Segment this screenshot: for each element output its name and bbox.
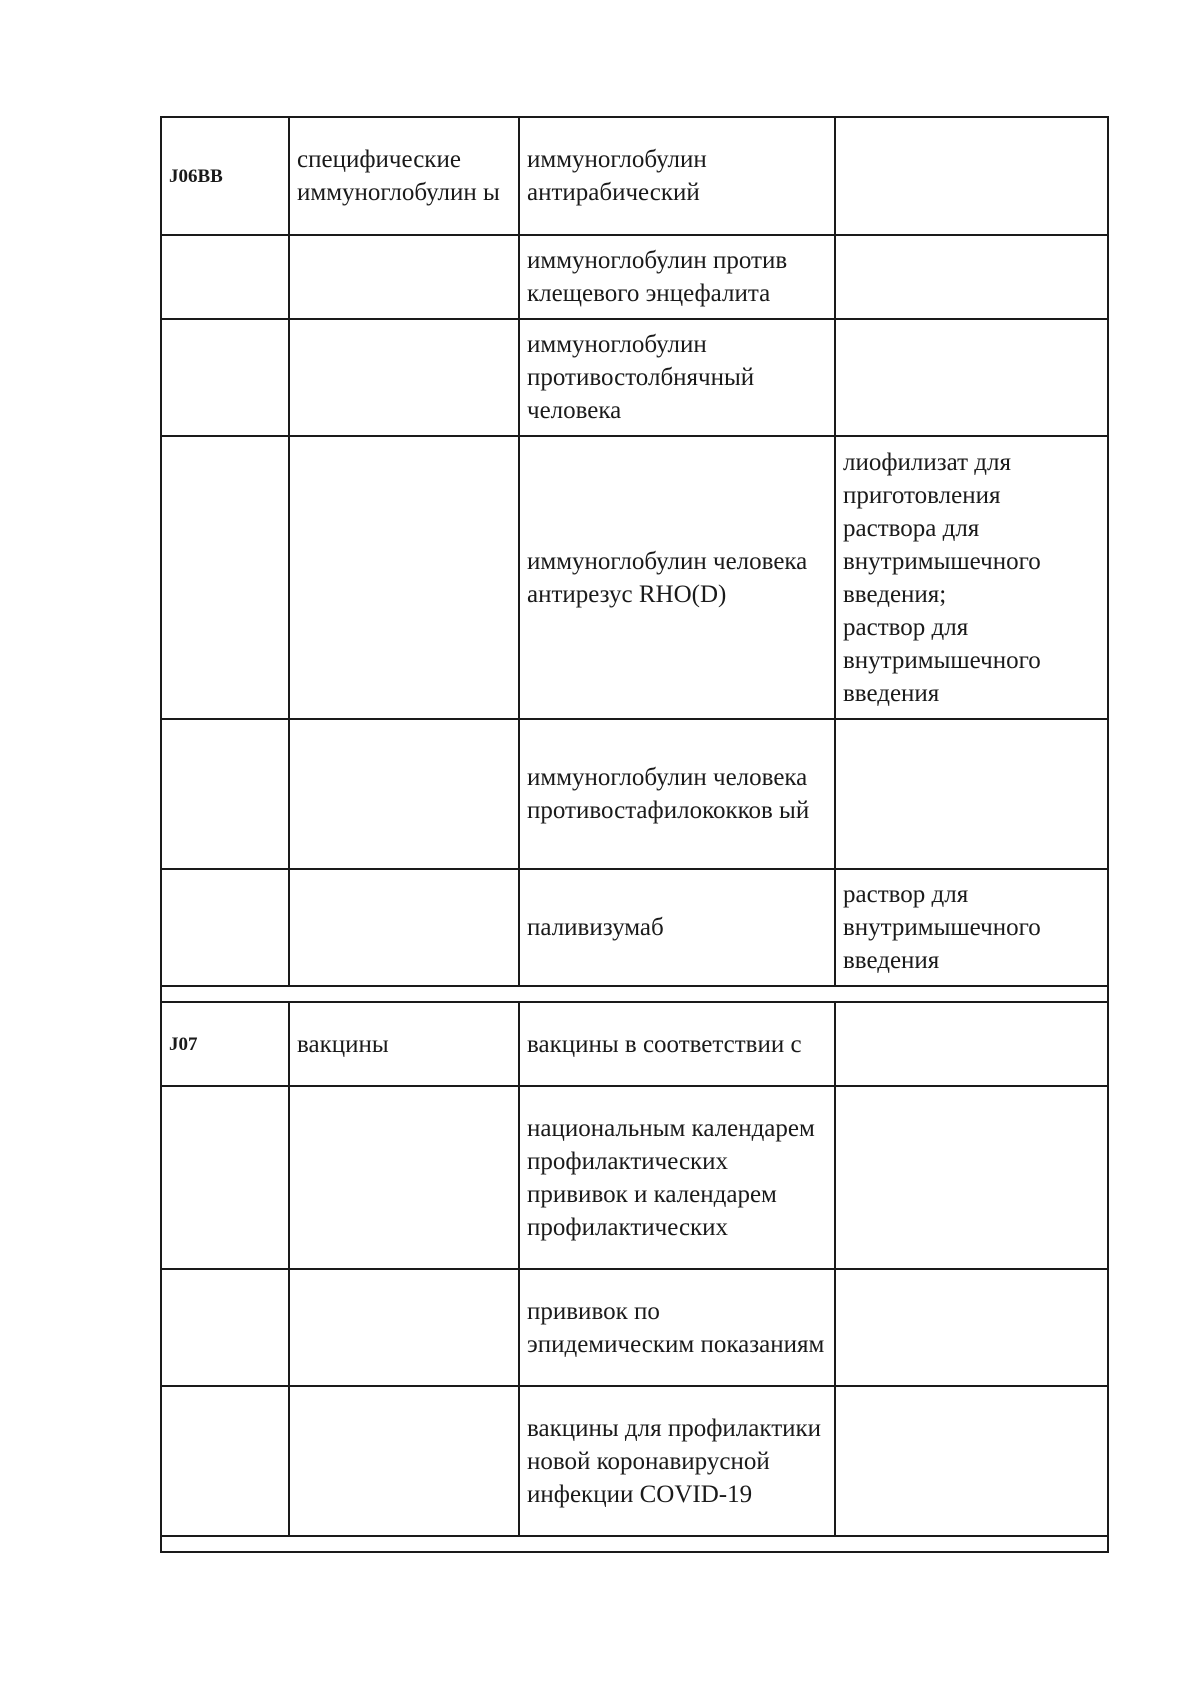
table-row bbox=[161, 869, 1108, 986]
atc-code-cell bbox=[161, 436, 289, 719]
group-cell bbox=[289, 719, 519, 869]
drug-name-cell: иммуноглобулин человека противостафилококков ый bbox=[519, 719, 835, 869]
drug-name-cell: иммуноглобулин человека антирезус RHO(D) bbox=[519, 436, 835, 719]
table-row bbox=[161, 436, 1108, 719]
table-spacer-row bbox=[161, 986, 1108, 1002]
dosage-form-cell bbox=[835, 1269, 1108, 1386]
dosage-form-text: лиофилизат для приготовления раствора для внутримышечного введения; раствор для внутримышечного введения bbox=[843, 448, 1041, 707]
group-cell bbox=[289, 436, 519, 719]
group-cell bbox=[289, 235, 519, 319]
group-cell bbox=[289, 1269, 519, 1386]
dosage-form-cell bbox=[835, 235, 1108, 319]
table-row bbox=[161, 1002, 1108, 1086]
group-cell: специфические иммуноглобулин ы bbox=[289, 117, 519, 235]
atc-code-cell bbox=[161, 235, 289, 319]
atc-code-cell bbox=[161, 719, 289, 869]
drug-name-cell: иммуноглобулин антирабический bbox=[519, 117, 835, 235]
dosage-form-cell bbox=[835, 319, 1108, 436]
group-cell bbox=[289, 1386, 519, 1536]
dosage-form-cell bbox=[835, 117, 1108, 235]
dosage-form-cell bbox=[835, 1002, 1108, 1086]
drug-name-cell: вакцины в соответствии с bbox=[519, 1002, 835, 1086]
drug-table bbox=[160, 116, 1109, 1553]
drug-name-cell: вакцины для профилактики новой коронавирусной инфекции COVID-19 bbox=[519, 1386, 835, 1536]
group-cell bbox=[289, 319, 519, 436]
dosage-form-cell bbox=[835, 719, 1108, 869]
atc-code-cell bbox=[161, 319, 289, 436]
drug-name-cell: иммуноглобулин против клещевого энцефалита bbox=[519, 235, 835, 319]
spacer-cell bbox=[161, 986, 1108, 1002]
atc-code-cell: J06BB bbox=[161, 117, 289, 235]
atc-code-cell bbox=[161, 1269, 289, 1386]
atc-code-cell bbox=[161, 869, 289, 986]
dosage-form-cell bbox=[835, 436, 1108, 719]
table-row bbox=[161, 1269, 1108, 1386]
table-row bbox=[161, 117, 1108, 235]
drug-name-cell: паливизумаб bbox=[519, 869, 835, 986]
table-row bbox=[161, 719, 1108, 869]
dosage-form-text: раствор для внутримышечного введения bbox=[843, 881, 1041, 974]
group-cell bbox=[289, 869, 519, 986]
table-row bbox=[161, 235, 1108, 319]
group-cell bbox=[289, 1086, 519, 1269]
table-row bbox=[161, 1086, 1108, 1269]
table-row bbox=[161, 319, 1108, 436]
dosage-form-cell bbox=[835, 869, 1108, 986]
spacer-cell bbox=[161, 1536, 1108, 1552]
atc-code-cell: J07 bbox=[161, 1002, 289, 1086]
group-cell: вакцины bbox=[289, 1002, 519, 1086]
atc-code-cell bbox=[161, 1086, 289, 1269]
atc-code-cell bbox=[161, 1386, 289, 1536]
drug-name-cell: иммуноглобулин противостолбнячный человека bbox=[519, 319, 835, 436]
drug-name-cell: прививок по эпидемическим показаниям bbox=[519, 1269, 835, 1386]
drug-name-cell: национальным календарем профилактических прививок и календарем профилактических bbox=[519, 1086, 835, 1269]
dosage-form-cell bbox=[835, 1086, 1108, 1269]
dosage-form-cell bbox=[835, 1386, 1108, 1536]
table-spacer-row bbox=[161, 1536, 1108, 1552]
table-row bbox=[161, 1386, 1108, 1536]
